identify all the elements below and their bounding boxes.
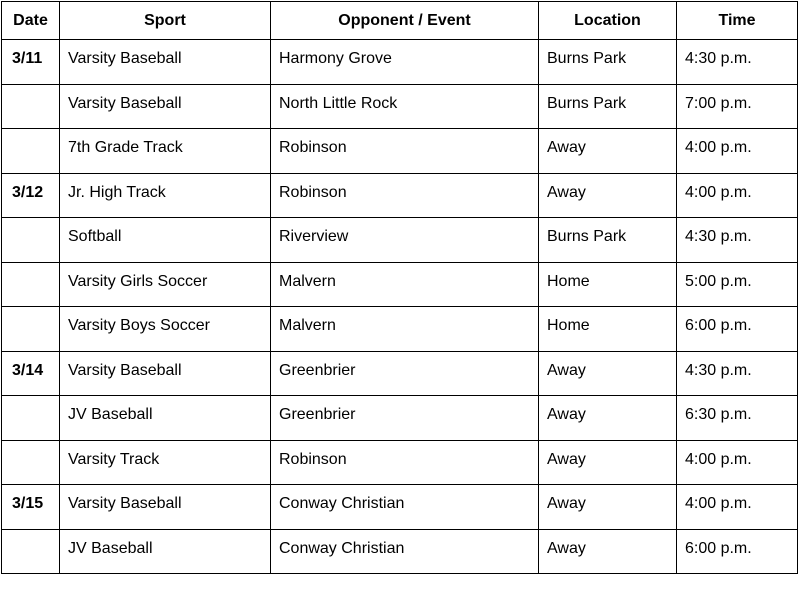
date-cell (2, 396, 60, 441)
time-cell: 6:30 p.m. (677, 396, 798, 441)
table-row (2, 485, 798, 530)
sport-cell: Varsity Boys Soccer (60, 307, 271, 352)
header-location: Location (539, 2, 677, 40)
time-cell: 5:00 p.m. (677, 262, 798, 307)
date-cell: 3/14 (2, 351, 60, 396)
time-cell: 4:00 p.m. (677, 129, 798, 174)
time-cell: 4:00 p.m. (677, 440, 798, 485)
location-cell: Away (539, 485, 677, 530)
time-cell: 6:00 p.m. (677, 529, 798, 574)
table-row (2, 84, 798, 129)
table-row (2, 40, 798, 85)
date-cell (2, 262, 60, 307)
location-cell: Away (539, 440, 677, 485)
opponent-cell: North Little Rock (271, 84, 539, 129)
time-cell: 7:00 p.m. (677, 84, 798, 129)
table-row (2, 262, 798, 307)
sport-cell: Varsity Baseball (60, 84, 271, 129)
sport-cell: Varsity Girls Soccer (60, 262, 271, 307)
location-cell: Burns Park (539, 40, 677, 85)
time-cell: 4:30 p.m. (677, 218, 798, 263)
sport-cell: Varsity Baseball (60, 40, 271, 85)
time-cell: 4:00 p.m. (677, 173, 798, 218)
location-cell: Home (539, 262, 677, 307)
table-row (2, 129, 798, 174)
location-cell: Home (539, 307, 677, 352)
time-cell: 6:00 p.m. (677, 307, 798, 352)
time-cell: 4:30 p.m. (677, 351, 798, 396)
table-row (2, 173, 798, 218)
opponent-cell: Conway Christian (271, 529, 539, 574)
location-cell: Away (539, 396, 677, 441)
opponent-cell: Malvern (271, 307, 539, 352)
time-cell: 4:00 p.m. (677, 485, 798, 530)
opponent-cell: Malvern (271, 262, 539, 307)
date-cell (2, 129, 60, 174)
date-cell: 3/12 (2, 173, 60, 218)
location-cell: Burns Park (539, 218, 677, 263)
date-cell (2, 529, 60, 574)
opponent-cell: Robinson (271, 129, 539, 174)
location-cell: Away (539, 129, 677, 174)
location-cell: Away (539, 351, 677, 396)
sport-cell: Varsity Baseball (60, 351, 271, 396)
opponent-cell: Riverview (271, 218, 539, 263)
sport-cell: Softball (60, 218, 271, 263)
location-cell: Burns Park (539, 84, 677, 129)
sport-cell: Jr. High Track (60, 173, 271, 218)
sport-cell: JV Baseball (60, 529, 271, 574)
header-date: Date (2, 2, 60, 40)
date-cell: 3/11 (2, 40, 60, 85)
header-time: Time (677, 2, 798, 40)
opponent-cell: Conway Christian (271, 485, 539, 530)
table-row (2, 218, 798, 263)
table-row (2, 440, 798, 485)
opponent-cell: Greenbrier (271, 351, 539, 396)
sport-cell: Varsity Baseball (60, 485, 271, 530)
sport-cell: 7th Grade Track (60, 129, 271, 174)
opponent-cell: Harmony Grove (271, 40, 539, 85)
date-cell (2, 440, 60, 485)
sport-cell: Varsity Track (60, 440, 271, 485)
date-cell (2, 84, 60, 129)
table-row (2, 307, 798, 352)
schedule-body (2, 40, 798, 574)
location-cell: Away (539, 173, 677, 218)
table-row (2, 351, 798, 396)
opponent-cell: Robinson (271, 173, 539, 218)
schedule-table (1, 1, 798, 574)
opponent-cell: Greenbrier (271, 396, 539, 441)
header-row (2, 2, 798, 40)
opponent-cell: Robinson (271, 440, 539, 485)
time-cell: 4:30 p.m. (677, 40, 798, 85)
date-cell (2, 218, 60, 263)
table-row (2, 396, 798, 441)
date-cell (2, 307, 60, 352)
table-row (2, 529, 798, 574)
header-opponent: Opponent / Event (271, 2, 539, 40)
sport-cell: JV Baseball (60, 396, 271, 441)
date-cell: 3/15 (2, 485, 60, 530)
header-sport: Sport (60, 2, 271, 40)
location-cell: Away (539, 529, 677, 574)
